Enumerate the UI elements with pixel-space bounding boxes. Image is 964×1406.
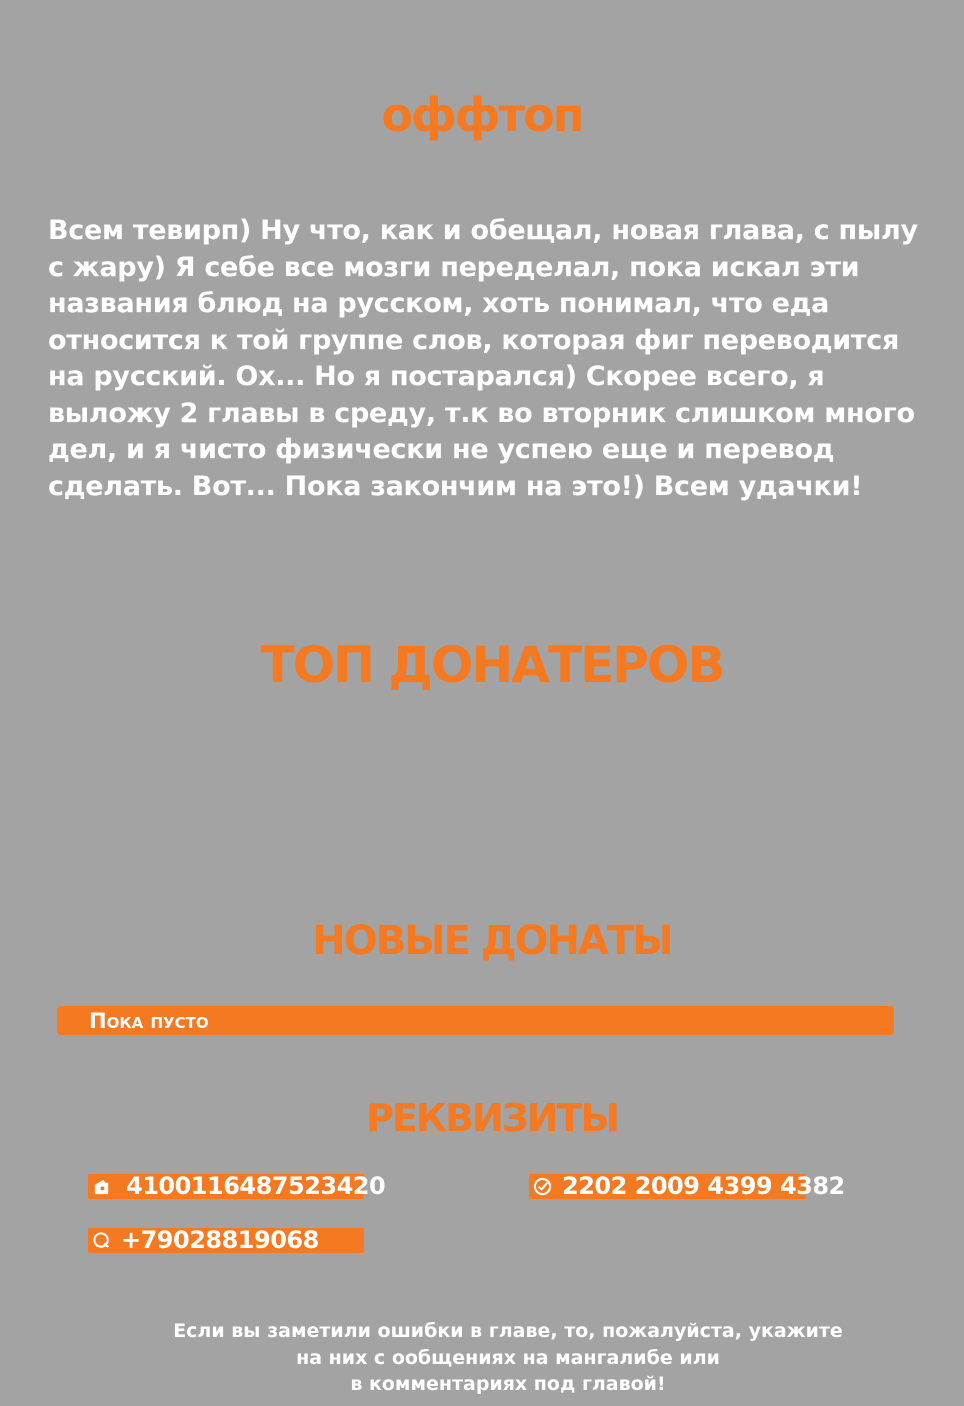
offtop-text: Всем тевирп) Ну что, как и обещал, новая глава, с пылу с жару) Я себе все мозги переделал, пока искал эти названия блюд на русском, хоть понимал, что еда относится к той группе слов, которая фиг переводится на русский. Ох... Но я постарался) Скорее всего, я выложу 2 главы в среду, т.к во вторник слишком много дел, и я чисто физически не успею еще и перевод сделать. Вот... Пока закончим на это!) Всем удачки! [48, 215, 918, 502]
footer-line-1: Если вы заметили ошибки в главе, то, пожалуйста, укажите [173, 1320, 843, 1342]
top-donors-title: ТОП ДОНАТЕРОВ [260, 636, 724, 694]
footer-line-3: в комментариях под главой! [350, 1373, 666, 1395]
new-donations-title: НОВЫЕ ДОНАТЫ [312, 918, 672, 964]
card-number: 2202 2009 4399 4382 [562, 1172, 845, 1200]
qiwi-icon [92, 1231, 111, 1250]
new-donations-empty-bar [57, 1006, 894, 1035]
offtop-title: оффтоп [381, 88, 583, 142]
footer-line-2: на них с ообщениях на мангалибе или [296, 1346, 720, 1369]
yandex-money-number: 4100116487523420 [126, 1172, 386, 1200]
requisite-qiwi[interactable] [88, 1228, 364, 1253]
requisite-card[interactable] [529, 1172, 845, 1200]
requisites-title: РЕКВИЗИТЫ [366, 1096, 618, 1140]
requisite-yandex-money[interactable] [88, 1172, 386, 1200]
empty-label: Пока пусто [89, 1009, 209, 1033]
footer-note [160, 1318, 856, 1398]
qiwi-number: +79028819068 [121, 1226, 319, 1254]
yandex-money-icon [92, 1177, 111, 1196]
sberbank-icon [533, 1177, 552, 1196]
